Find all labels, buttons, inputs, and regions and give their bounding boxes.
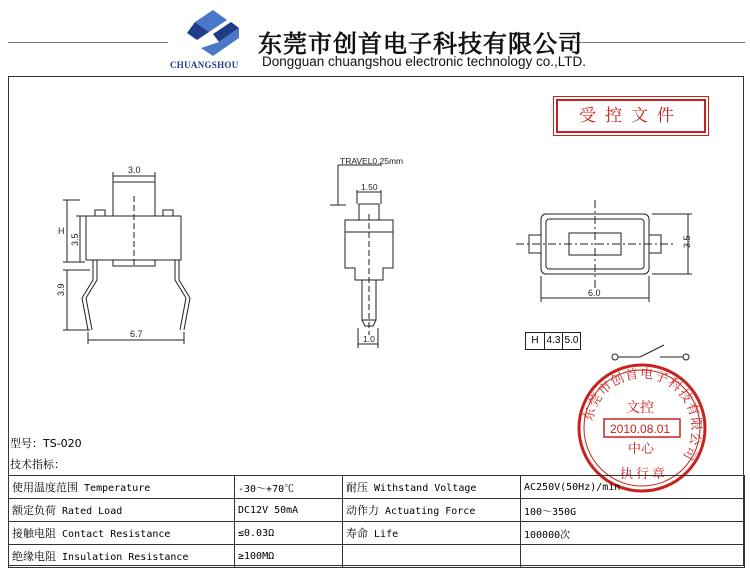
height-label-cell: H: [525, 332, 545, 350]
spec-table: [8, 475, 745, 568]
dim-leg-height: 3.9: [56, 283, 66, 296]
company-name-cn: 东莞市创首电子科技有限公司: [258, 30, 583, 58]
dim-actuator-width: 1.50: [361, 182, 378, 192]
spec-name-2: [343, 545, 521, 568]
height-option-cell: 5.0: [562, 332, 581, 350]
controlled-document-stamp: 受控文件: [556, 99, 706, 133]
spec-name: 绝缘电阻 Insulation Resistance: [9, 545, 235, 568]
height-option-cell: 4.3: [544, 332, 563, 350]
switch-symbol-icon: [612, 345, 689, 360]
dim-top-width: 3.0: [128, 165, 141, 175]
spec-name-2: 寿命 Life: [343, 522, 521, 545]
spec-value: DC12V 50mA: [235, 499, 343, 522]
spec-value: ≤0.03Ω: [235, 522, 343, 545]
spec-row: [9, 522, 745, 545]
spec-value: ≥100MΩ: [235, 545, 343, 568]
svg-text:2010.08.01: 2010.08.01: [610, 422, 671, 436]
svg-text:文控: 文控: [626, 399, 654, 415]
dim-height-label: H: [58, 226, 65, 236]
spec-name: 使用温度范围 Temperature: [9, 476, 235, 499]
svg-text:东莞市创首电子科技有限公司: 东莞市创首电子科技有限公司: [580, 365, 705, 464]
svg-text:中心: 中心: [628, 441, 655, 456]
spec-name-2: 耐压 Withstand Voltage: [343, 476, 521, 499]
dim-top-width-side: 3.5: [682, 235, 692, 248]
spec-row: [9, 499, 745, 522]
spec-value-2: AC250V(50Hz)/min: [521, 476, 745, 499]
spec-value: -30～+70℃: [235, 476, 343, 499]
dim-top-length: 6.0: [588, 288, 601, 298]
dim-total-width: 6.7: [130, 329, 143, 339]
spec-name-2: 动作力 Actuating Force: [343, 499, 521, 522]
front-view: [330, 165, 393, 348]
spec-name: 接触电阻 Contact Resistance: [9, 522, 235, 545]
top-view: [516, 200, 692, 302]
dim-travel: TRAVEL0.25mm: [340, 156, 404, 166]
spec-row: [9, 545, 745, 568]
side-view: [63, 172, 190, 344]
spec-row: [9, 476, 745, 499]
dim-body-height: 3.5: [70, 233, 80, 246]
spec-heading: 技术指标：: [10, 458, 65, 471]
model-label: 型号：TS-020: [10, 437, 82, 450]
brand-name: CHUANGSHOU: [170, 60, 239, 70]
svg-text:执行章: 执行章: [620, 466, 669, 481]
spec-name: 额定负荷 Rated Load: [9, 499, 235, 522]
company-name-en: Dongguan chuangshou electronic technology co.,LTD.: [262, 54, 586, 69]
dim-pin-width: 1.0: [363, 334, 375, 344]
height-options-table: [526, 332, 581, 350]
spec-value-2: 100000次: [521, 522, 745, 545]
spec-value-2: 100～350G: [521, 499, 745, 522]
spec-value-2: [521, 545, 745, 568]
